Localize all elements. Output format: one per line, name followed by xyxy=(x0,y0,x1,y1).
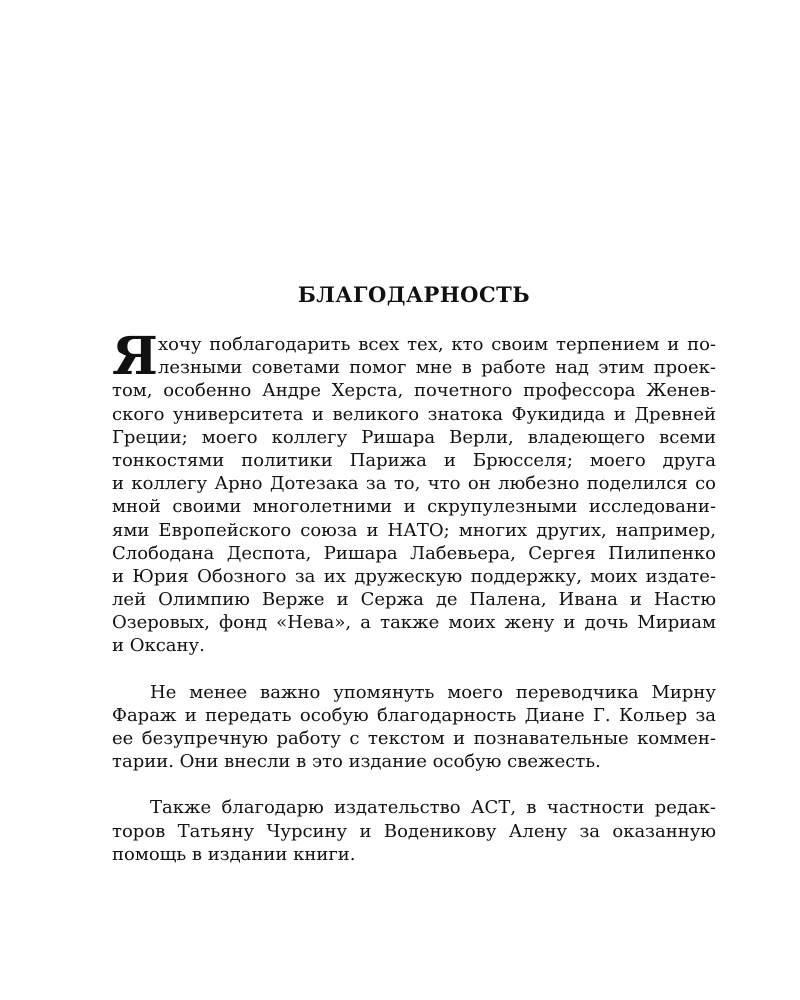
text-line: мной своими многолетними и скрупулезными исследовани- xyxy=(112,496,716,518)
acknowledgement-paragraph-2 xyxy=(112,681,716,774)
text-line: помощь в издании книги. xyxy=(112,843,356,865)
text-line: ского университета и великого знатока Фукидида и Древней xyxy=(112,403,716,425)
text-line: и Оксану. xyxy=(112,635,205,657)
paragraph-gap xyxy=(112,773,716,796)
text-line: тарии. Они внесли в это издание особую свежесть. xyxy=(112,751,601,773)
text-line: Также благодарю издательство АСТ, в частности редак- xyxy=(150,797,716,819)
text-line: ее безупречную работу с текстом и познавательные коммен- xyxy=(112,728,716,749)
text-line: Не менее важно упомянуть моего переводчика Мирну xyxy=(150,681,716,703)
text-line: Озеровых, фонд «Нева», а также моих жену и дочь Мириам xyxy=(112,612,716,634)
text-line: тонкостями политики Парижа и Брюсселя; моего друга xyxy=(112,449,716,471)
acknowledgement-paragraph-3 xyxy=(112,796,716,866)
text-line: Фараж и передать особую благодарность Диане Г. Кольер за xyxy=(112,704,716,726)
drop-cap: Я xyxy=(112,326,158,387)
text-line: лезными советами помог мне в работе над этим проек- xyxy=(158,357,716,379)
acknowledgements-page xyxy=(112,281,716,866)
text-line: хочу поблагодарить всех тех, кто своим терпением и по- xyxy=(158,334,716,355)
text-line: и коллегу Арно Дотезака за то, что он любезно поделился со xyxy=(112,473,716,495)
text-line: Греции; моего коллегу Ришара Верли, владеющего всеми xyxy=(112,426,716,448)
text-line: и Юрия Обозного за их дружескую поддержку, моих издате- xyxy=(112,565,716,587)
text-line: торов Татьяну Чурсину и Воденикову Алену за оказанную xyxy=(112,820,716,842)
text-line: Слободана Деспота, Ришара Лабевьера, Сергея Пилипенко xyxy=(112,542,716,564)
page-title: БЛАГОДАРНОСТЬ xyxy=(297,282,531,307)
paragraph-gap xyxy=(112,658,716,681)
text-line: том, особенно Андре Херста, почетного профессора Женев- xyxy=(112,380,716,402)
text-line: лей Олимпию Верже и Сержа де Палена, Ивана и Настю xyxy=(112,589,716,611)
acknowledgement-paragraph-1 xyxy=(112,326,716,658)
text-line: ями Европейского союза и НАТО; многих других, например, xyxy=(112,519,716,541)
